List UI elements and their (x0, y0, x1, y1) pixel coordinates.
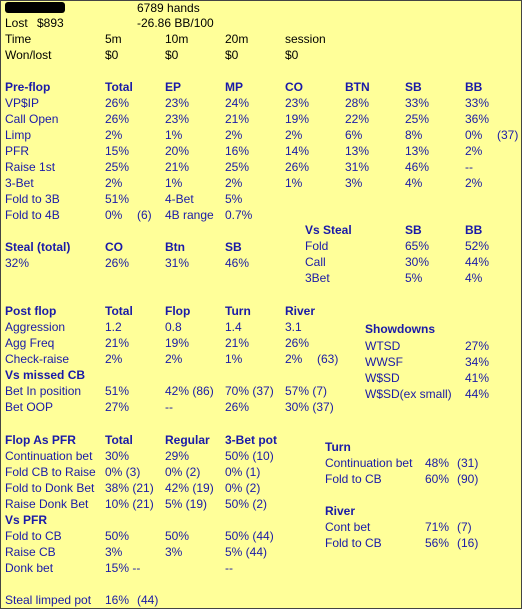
flop-as-pfr-cell: 0% (3) (105, 465, 141, 479)
time-col: session (285, 32, 326, 46)
wonlost-val: $0 (225, 48, 239, 62)
river-count: (7) (457, 520, 472, 534)
col-header: Total (105, 433, 133, 447)
fourbet-label: 4-Bet (165, 192, 194, 206)
missed-cb-cell: 51% (105, 384, 130, 398)
postflop-cell: 19% (165, 336, 190, 350)
bb-rate: -26.86 BB/100 (137, 16, 214, 30)
flop-as-pfr-cell: 0% (2) (165, 465, 201, 479)
preflop-cell: 2% (285, 128, 303, 142)
col-header: CO (105, 240, 123, 254)
fold3b-val: 51% (105, 192, 130, 206)
preflop-cell: 2% (225, 128, 243, 142)
col-header: 3-Bet pot (225, 433, 277, 447)
preflop-cell: 24% (225, 96, 250, 110)
preflop-cell: 26% (285, 160, 310, 174)
col-header: BB (465, 223, 483, 237)
vs-pfr-heading: Vs PFR (5, 513, 48, 527)
preflop-cell: 28% (345, 96, 370, 110)
missed-cb-cell: 30% (37) (285, 400, 334, 414)
showdown-row-label: W$SD (365, 371, 400, 385)
preflop-cell: 23% (165, 112, 190, 126)
col-header: Total (105, 304, 133, 318)
vs-steal-cell: 4% (465, 271, 483, 285)
postflop-cell: 2% (285, 352, 303, 366)
vs-pfr-cell: 5% (44) (225, 545, 268, 559)
vs-pfr-cell: 3% (165, 545, 183, 559)
flop-as-pfr-cell: 0% (2) (225, 481, 261, 495)
vs-pfr-cell: 50% (165, 529, 190, 543)
flop-as-pfr-cell: 29% (165, 449, 190, 463)
postflop-cell: 21% (105, 336, 130, 350)
preflop-cell: 2% (105, 176, 123, 190)
postflop-cell: 3.1 (285, 320, 302, 334)
postflop-row-label: Aggression (5, 320, 66, 334)
preflop-cell: 8% (405, 128, 423, 142)
preflop-cell: 19% (285, 112, 310, 126)
postflop-cell: 0.8 (165, 320, 182, 334)
preflop-cell: 13% (345, 144, 370, 158)
preflop-cell: 14% (285, 144, 310, 158)
preflop-cell: 1% (285, 176, 303, 190)
showdown-row-label: WTSD (365, 339, 401, 353)
fourbet-val: 5% (225, 192, 243, 206)
lost-label: Lost (5, 16, 28, 30)
flop-as-pfr-cell: 5% (19) (165, 497, 208, 511)
preflop-cell: 23% (285, 96, 310, 110)
turn-row-label: Continuation bet (325, 456, 413, 470)
vs-steal-cell: 52% (465, 239, 490, 253)
preflop-cell: 23% (165, 96, 190, 110)
flop-as-pfr-cell: 38% (21) (105, 481, 154, 495)
preflop-row-label: VP$IP (5, 96, 40, 110)
vs-steal-cell: 44% (465, 255, 490, 269)
vs-pfr-row-label: Donk bet (5, 561, 54, 575)
steal-limped-count: (44) (137, 593, 159, 607)
postflop-cell: 1% (225, 352, 243, 366)
showdown-cell: 44% (465, 387, 490, 401)
missed-cb-cell: 57% (7) (285, 384, 328, 398)
vs-steal-heading: Vs Steal (305, 223, 352, 237)
preflop-count: (37) (497, 128, 519, 142)
hands-count: 6789 hands (137, 1, 200, 15)
col-header: Btn (165, 240, 185, 254)
steal-limped-label: Steal limped pot (5, 593, 92, 607)
flop-as-pfr-row-label: Raise Donk Bet (5, 497, 89, 511)
preflop-row-label: Limp (5, 128, 32, 142)
missed-cb-cell: 27% (105, 400, 130, 414)
steal-val: 46% (225, 256, 250, 270)
steal-val: 32% (5, 256, 30, 270)
wonlost-val: $0 (165, 48, 179, 62)
flop-as-pfr-row-label: Continuation bet (5, 449, 93, 463)
vs-missed-cb-heading: Vs missed CB (5, 368, 86, 382)
range-val: 0.7% (225, 208, 253, 222)
river-count: (16) (457, 536, 479, 550)
fold3b-label: Fold to 3B (5, 192, 60, 206)
lost-amount: $893 (37, 16, 64, 30)
vs-steal-cell: 30% (405, 255, 430, 269)
preflop-cell: 15% (105, 144, 130, 158)
flop-as-pfr-cell: 42% (19) (165, 481, 214, 495)
time-label: Time (5, 32, 32, 46)
river-cell: 71% (425, 520, 450, 534)
preflop-row-label: Call Open (5, 112, 59, 126)
preflop-cell: 2% (465, 176, 483, 190)
vs-steal-row-label: Fold (305, 239, 329, 253)
flop-as-pfr-cell: 10% (21) (105, 497, 154, 511)
col-header: BB (465, 80, 483, 94)
flop-as-pfr-heading: Flop As PFR (5, 433, 76, 447)
col-header: Turn (225, 304, 251, 318)
vs-steal-cell: 65% (405, 239, 430, 253)
preflop-cell: 4% (405, 176, 423, 190)
vs-pfr-cell: 50% (105, 529, 130, 543)
fold4b-label: Fold to 4B (5, 208, 60, 222)
showdown-row-label: WWSF (365, 355, 403, 369)
postflop-cell: 21% (225, 336, 250, 350)
missed-cb-cell: 26% (225, 400, 250, 414)
vs-pfr-cell: -- (225, 561, 233, 575)
postflop-cell: 1.4 (225, 320, 242, 334)
preflop-cell: 33% (405, 96, 430, 110)
col-header: MP (225, 80, 243, 94)
river-heading: River (325, 504, 356, 518)
vs-pfr-cell: 50% (44) (225, 529, 274, 543)
flop-as-pfr-cell: 50% (2) (225, 497, 268, 511)
col-header: Flop (165, 304, 191, 318)
preflop-cell: 26% (105, 96, 130, 110)
col-header: SB (405, 80, 422, 94)
postflop-count: (63) (317, 352, 339, 366)
preflop-cell: 33% (465, 96, 490, 110)
wonlost-label: Won/lost (5, 48, 52, 62)
preflop-cell: 2% (465, 144, 483, 158)
col-header: EP (165, 80, 182, 94)
preflop-cell: 16% (225, 144, 250, 158)
preflop-cell: 21% (165, 160, 190, 174)
steal-heading: Steal (total) (5, 240, 71, 254)
preflop-row-label: Raise 1st (5, 160, 56, 174)
postflop-cell: 26% (285, 336, 310, 350)
showdown-cell: 41% (465, 371, 490, 385)
preflop-cell: 13% (405, 144, 430, 158)
turn-count: (90) (457, 472, 479, 486)
preflop-cell: 0% (465, 128, 483, 142)
vs-steal-cell: 5% (405, 271, 423, 285)
flop-as-pfr-cell: 0% (1) (225, 465, 261, 479)
turn-row-label: Fold to CB (325, 472, 382, 486)
showdowns-heading: Showdowns (365, 322, 435, 336)
missed-cb-cell: 42% (86) (165, 384, 214, 398)
col-header: SB (225, 240, 242, 254)
vs-steal-row-label: Call (305, 255, 326, 269)
preflop-cell: 21% (225, 112, 250, 126)
river-row-label: Fold to CB (325, 536, 382, 550)
flop-as-pfr-cell: 30% (105, 449, 130, 463)
time-col: 5m (105, 32, 122, 46)
flop-as-pfr-row-label: Fold CB to Raise (5, 465, 96, 479)
wonlost-val: $0 (285, 48, 299, 62)
wonlost-val: $0 (105, 48, 119, 62)
col-header: CO (285, 80, 303, 94)
col-header: BTN (345, 80, 370, 94)
redacted-player-name (5, 2, 65, 13)
river-cell: 56% (425, 536, 450, 550)
preflop-cell: 20% (165, 144, 190, 158)
steal-val: 26% (105, 256, 130, 270)
missed-cb-cell: -- (165, 400, 173, 414)
preflop-cell: 46% (405, 160, 430, 174)
flop-as-pfr-cell: 50% (10) (225, 449, 274, 463)
steal-limped-val: 16% (105, 593, 130, 607)
vs-pfr-cell: 15% -- (105, 561, 141, 575)
time-col: 20m (225, 32, 249, 46)
preflop-cell: 25% (225, 160, 250, 174)
preflop-cell: 1% (165, 176, 183, 190)
postflop-row-label: Agg Freq (5, 336, 55, 350)
vs-steal-row-label: 3Bet (305, 271, 330, 285)
preflop-cell: 36% (465, 112, 490, 126)
turn-count: (31) (457, 456, 479, 470)
preflop-cell: 2% (225, 176, 243, 190)
showdown-row-label: W$SD(ex small) (365, 387, 452, 401)
preflop-cell: 26% (105, 112, 130, 126)
postflop-cell: 2% (105, 352, 123, 366)
showdown-cell: 27% (465, 339, 490, 353)
vs-pfr-row-label: Raise CB (5, 545, 56, 559)
time-col: 10m (165, 32, 189, 46)
postflop-row-label: Check-raise (5, 352, 70, 366)
col-header: Regular (165, 433, 210, 447)
preflop-cell: 3% (345, 176, 363, 190)
range-label: 4B range (165, 208, 214, 222)
turn-cell: 48% (425, 456, 450, 470)
preflop-cell: 31% (345, 160, 370, 174)
preflop-cell: 1% (165, 128, 183, 142)
postflop-cell: 2% (165, 352, 183, 366)
vs-pfr-row-label: Fold to CB (5, 529, 62, 543)
col-header: Total (105, 80, 133, 94)
missed-cb-cell: 70% (37) (225, 384, 274, 398)
col-header: SB (405, 223, 422, 237)
missed-cb-row-label: Bet OOP (5, 400, 54, 414)
fold4b-count: (6) (137, 208, 152, 222)
col-header: River (285, 304, 316, 318)
river-row-label: Cont bet (325, 520, 371, 534)
preflop-cell: 25% (405, 112, 430, 126)
preflop-cell: 2% (105, 128, 123, 142)
flop-as-pfr-row-label: Fold to Donk Bet (5, 481, 95, 495)
preflop-cell: 25% (105, 160, 130, 174)
fold4b-val: 0% (105, 208, 123, 222)
postflop-cell: 1.2 (105, 320, 122, 334)
preflop-cell: 22% (345, 112, 370, 126)
preflop-row-label: PFR (5, 144, 29, 158)
turn-heading: Turn (325, 440, 351, 454)
preflop-cell: -- (465, 160, 473, 174)
preflop-row-label: 3-Bet (5, 176, 34, 190)
turn-cell: 60% (425, 472, 450, 486)
showdown-cell: 34% (465, 355, 490, 369)
vs-pfr-cell: 3% (105, 545, 123, 559)
preflop-heading: Pre-flop (5, 80, 51, 94)
steal-val: 31% (165, 256, 190, 270)
preflop-cell: 6% (345, 128, 363, 142)
postflop-heading: Post flop (5, 304, 57, 318)
missed-cb-row-label: Bet In position (5, 384, 82, 398)
